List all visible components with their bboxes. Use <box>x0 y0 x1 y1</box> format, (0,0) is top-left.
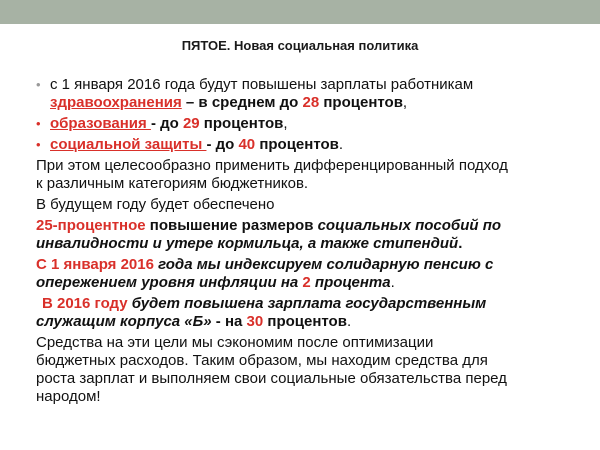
pension-period: . <box>390 274 395 291</box>
raise-period: . <box>346 313 352 330</box>
funding-line-2: бюджетных расходов. Таким образом, мы находим средства для <box>36 352 488 369</box>
social-mid: - до <box>206 136 239 153</box>
benefits-period: . <box>458 235 463 252</box>
raise-line-2: служащим корпуса «Б» <box>36 313 212 330</box>
social-label: социальной защиты <box>50 136 207 153</box>
healthcare-mid: – в среднем до <box>181 94 303 111</box>
benefits-increase <box>36 217 566 253</box>
education-value: 29 <box>182 115 200 132</box>
social-unit: процентов <box>255 136 339 153</box>
funding-line-4: народом! <box>36 388 101 405</box>
pension-indexation <box>36 256 566 292</box>
raise-year: В 2016 году <box>42 295 128 312</box>
pension-date: С 1 января 2016 <box>36 256 154 273</box>
healthcare-intro: с 1 января 2016 года будут повышены зарплаты работникам <box>50 76 474 93</box>
slide-content <box>36 76 566 409</box>
education-mid: - до <box>150 115 183 132</box>
pension-unit: процента <box>310 274 391 291</box>
education-unit: процентов <box>199 115 284 132</box>
approach-line-1: При этом целесообразно применить дифференцированный подход <box>36 157 508 174</box>
bullet-healthcare <box>36 76 566 112</box>
benefits-line-1: социальных пособий по <box>317 217 502 234</box>
raise-value: 30 <box>246 313 264 330</box>
social-period: . <box>338 136 344 153</box>
bullet-icon: • <box>36 77 41 92</box>
social-value: 40 <box>238 136 256 153</box>
raise-unit: процентов <box>263 313 347 330</box>
pension-line-2: опережением уровня инфляции на <box>36 274 303 291</box>
benefits-percent: 25-процентное <box>36 217 146 234</box>
slide-title: ПЯТОЕ. Новая социальная политика <box>181 38 419 53</box>
slide <box>0 24 600 450</box>
raise-line-1: будет повышена зарплата государственным <box>127 295 487 312</box>
funding-line-1: Средства на эти цели мы сэкономим после оптимизации <box>36 334 434 351</box>
bullet-education <box>36 115 566 133</box>
healthcare-value: 28 <box>302 94 320 111</box>
funding-line-3: роста зарплат и выполняем свои социальные обязательства перед <box>36 370 507 387</box>
top-band <box>0 0 600 24</box>
benefits-line-2: инвалидности и утере кормильца, а также стипендий <box>36 235 459 252</box>
approach-line-2: к различным категориям бюджетников. <box>36 175 309 192</box>
education-label: образования <box>50 115 151 132</box>
healthcare-label: здравоохранения <box>50 94 182 111</box>
bullet-icon: • <box>36 116 41 131</box>
pension-line-1: года мы индексируем солидарную пенсию с <box>153 256 494 273</box>
raise-mid: - на <box>211 313 247 330</box>
healthcare-comma: , <box>402 94 408 111</box>
bullet-icon: • <box>36 137 41 152</box>
education-comma: , <box>283 115 288 132</box>
healthcare-unit: процентов <box>319 94 403 111</box>
differentiated-approach <box>36 157 566 193</box>
bullet-social-protection <box>36 136 566 154</box>
benefits-mid: повышение размеров <box>145 217 318 234</box>
pension-value: 2 <box>302 274 311 291</box>
next-year-intro: В будущем году будет обеспечено <box>36 196 275 213</box>
civil-servants-raise <box>36 295 566 331</box>
funding-paragraph <box>36 334 566 406</box>
